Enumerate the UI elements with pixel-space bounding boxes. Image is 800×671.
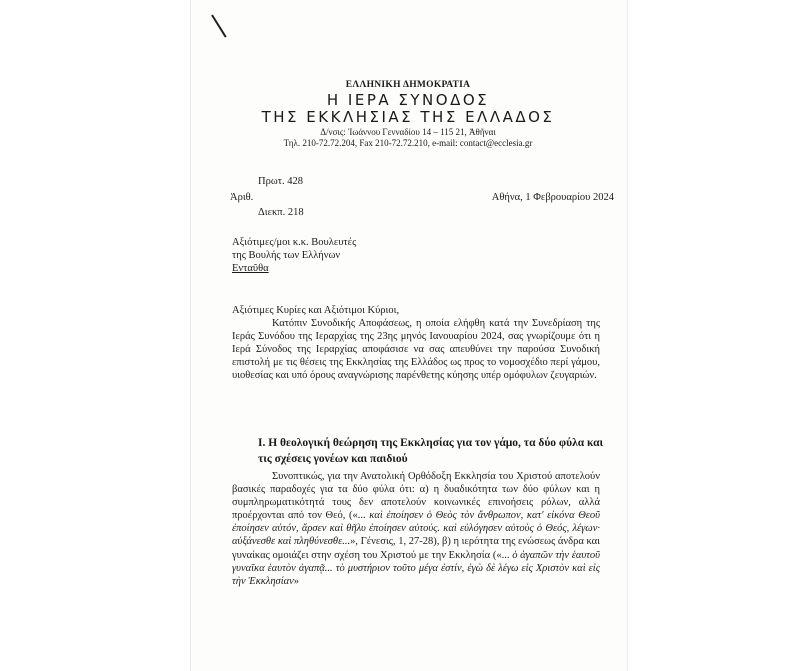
intro-paragraph: Κατόπιν Συνοδικής Αποφάσεως, η οποία ελήφθη κατά την Συνεδρίαση της Ιεράς Συνόδου της Ιεραρχίας της 23ης μηνός Ιανουαρίου 2024, σας γνωρίζουμε ότι η Ιερά Σύνοδος της Ιεραρχίας αποφάσισε να σας απευθύνει την παρούσα Συνοδική επιστολή με τις θέσεις της Εκκλησίας της Ελλάδος ως προς το νομοσχέδιο περί γάμου, υιοθεσίας και υπό όρους αναγνώρισης παρένθετης κύησης υπέρ ομόφυλων ζευγαριών. — [232, 318, 600, 382]
diekp-number: Διεκπ. 218 — [258, 207, 304, 218]
protocol-number: Πρωτ. 428 — [258, 176, 303, 187]
scripture-quote-genesis: καὶ ἐποίησεν ὁ Θεὸς τὸν ἄνθρωπον, κατ' εἰκόνα Θεοῦ ἐποίησεν αὐτόν, ἄρσεν καὶ θῆλυ ἐποίησεν αὐτούς. καὶ εὐλόγησεν αὐτοὺς ὁ Θεός, λέγων· αὐξάνεσθε καὶ πληθύνεσθε... — [232, 510, 601, 548]
recipient-line3: Ενταῦθα — [232, 263, 269, 274]
scripture-quote-ephesians: ὁ ἀγαπῶν τὴν ἑαυτοῦ γυναῖκα ἑαυτὸν ἀγαπᾷ... τὸ μυστήριον τοῦτο μέγα ἐστίν, ἐγὼ δὲ λέγω εἰς Χριστὸν καὶ εἰς τὴν Ἐκκλησίαν — [232, 549, 600, 587]
republic-label: ΕΛΛΗΝΙΚΗ ΔΗΜΟΚΡΑΤΙΑ — [345, 80, 471, 90]
letter-date: Αθήνα, 1 Φεβρουαρίου 2024 — [491, 192, 614, 203]
contact-line: Τηλ. 210-72.72.204, Fax 210-72.72.210, e-mail: contact@ecclesia.gr — [283, 138, 533, 148]
recipient-line1: Αξιότιμες/μοι κ.κ. Βουλευτές — [232, 237, 357, 248]
address-block — [190, 127, 626, 149]
paragraph-text — [232, 470, 600, 588]
address-line: Δ/νσις: Ἰωάννου Γενναδίου 14 – 115 21, Ἀθῆναι — [320, 127, 496, 137]
recipient-line2: της Βουλής των Ελλήνων — [232, 250, 341, 261]
synod-title — [190, 92, 626, 126]
section-paragraph — [232, 470, 600, 588]
arith-label: Ἀριθ. — [230, 192, 254, 203]
synod-title-line2: ΤΗΣ ΕΚΚΛΗΣΙΑΣ ΤΗΣ ΕΛΛΑΔΟΣ — [261, 108, 555, 126]
synod-title-line1: Η ΙΕΡΑ ΣΥΝΟΔΟΣ — [326, 91, 490, 109]
paragraph-text-a: Συνοπτικώς, για την Ανατολική Ορθόδοξη Εκκλησία του Χριστού αποτελούν βασικές παραδοχές για τα δύο φύλα ότι: α) η δυαδικότητα των δύο φύλων και η συμπληρωματικότητά τους δεν αποτελούν κοινωνικές επινοήσεις ρόλων, αλλά προέρχονται από τον Θεό, («... — [232, 471, 600, 522]
paragraph-text-e: » — [293, 575, 300, 587]
section-heading: Ι. Η θεολογική θεώρηση της Εκκλησίας για τον γάμο, τα δύο φύλα και τις σχέσεις γονέων και παιδιού — [258, 437, 604, 465]
paragraph-text-c: », Γένεσις, 1, 27-28), β) η ιερότητα της ενώσεως άνδρα και γυναίκας ομοιάζει στην σχέση του Χριστού με την Εκκλησία («... — [232, 536, 601, 561]
letter-intro — [232, 304, 600, 383]
recipient-block — [232, 236, 356, 275]
salutation: Αξιότιμες Κυρίες και Αξιότιμοι Κύριοι, — [232, 305, 400, 316]
